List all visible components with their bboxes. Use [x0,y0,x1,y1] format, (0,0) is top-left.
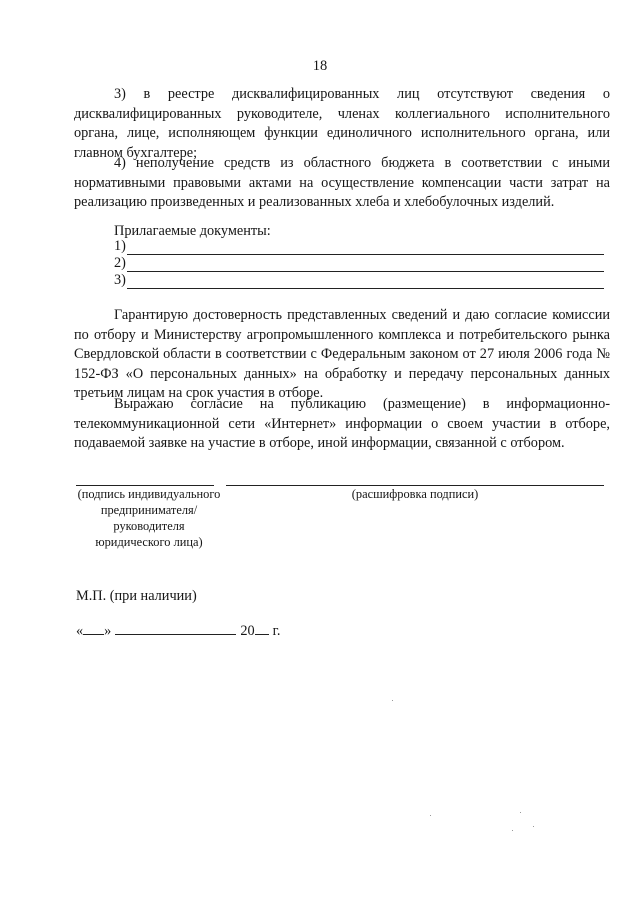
date-open-quote: « [76,623,84,639]
page-number: 18 [312,58,328,74]
attached-document-number: 3) [114,272,126,288]
date-close-quote: » [104,623,112,639]
blank-line [127,242,604,255]
scan-speck [520,812,521,813]
condition-paragraph-4: 4) неполучение средств из областного бюджета в соответствии с иными нормативными правовыми актами на осуществление компенсации части затрат на реализацию произведенных и реализованных хлеба и хлебобулочных изделий. [74,155,610,211]
signature-caption: (подпись индивидуального предпринимателя/ руководителя юридического лица) [77,487,221,549]
scan-speck [533,826,534,827]
attached-document-line-3 [114,272,604,289]
condition-paragraph-3: 3) в реестре дисквалифицированных лиц отсутствуют сведения о дисквалифицированных руководителе, членах коллегиального исполнительного органа, лице, исполняющем функции единоличного исполнительного органа, или главном бухгалтере; [74,86,610,161]
stamp-label: М.П. (при наличии) [76,588,197,604]
date-month-blank [115,622,236,635]
date-year-suffix: г. [272,623,281,639]
attached-document-number: 1) [114,238,126,254]
attached-document-number: 2) [114,255,126,271]
blank-line [127,276,604,289]
attached-document-line-2 [114,255,604,272]
consent-paragraph: Выражаю согласие на публикацию (размещение) в информационно-телекоммуникационной сети «Интернет» информации о своем участии в отборе, подаваемой заявке на участие в отборе, иной информации, связанной с отбором. [74,396,610,452]
attached-document-line-1 [114,238,604,255]
scan-speck [512,830,513,831]
attached-documents-title: Прилагаемые документы: [114,223,271,239]
signature-decryption-caption: (расшифровка подписи) [351,487,479,501]
date-year-blank [255,622,269,635]
scan-speck [392,700,393,701]
blank-line [127,259,604,272]
date-year-prefix: 20 [240,623,255,639]
scan-speck [430,815,431,816]
date-line [76,622,280,640]
date-day-blank [83,622,104,635]
guarantee-paragraph: Гарантирую достоверность представленных сведений и даю согласие комиссии по отбору и Министерству агропромышленного комплекса и потребительского рынка Свердловской области в соответствии с Федеральным законом от 27 июля 2006 года № 152-ФЗ «О персональных данных» на обработку и передачу персональных данных третьим лицам на срок участия в отборе. [74,307,610,402]
